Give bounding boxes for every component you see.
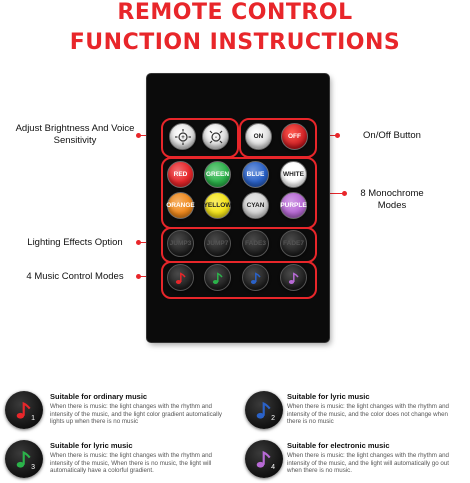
music-note-icon <box>245 440 283 478</box>
off-button[interactable]: OFF <box>281 123 308 150</box>
color-button-purple[interactable]: PURPLE <box>280 192 307 219</box>
on-button[interactable]: ON <box>245 123 272 150</box>
color-button-orange[interactable]: ORANGE <box>167 192 194 219</box>
info-description: When there is music: the light changes with the rhythm and intensity of the music, and the light color gradient automatically lights up when there is no music <box>50 403 222 425</box>
title-line-1: REMOTE CONTROL <box>117 0 353 25</box>
info-title: Suitable for lyric music <box>287 392 370 401</box>
mode-number: 4 <box>271 464 275 471</box>
info-title: Suitable for electronic music <box>287 441 390 450</box>
title-line-2: FUNCTION INSTRUCTIONS <box>69 30 401 55</box>
info-title: Suitable for ordinary music <box>50 392 148 401</box>
mode-number: 1 <box>31 415 35 422</box>
music-mode-button[interactable] <box>280 264 307 291</box>
info-description: When there is music: the light changes with the rhythm and intensity of the music, and the color does not change when there is no music <box>287 403 449 425</box>
effect-button-jump3[interactable]: JUMP3 <box>167 230 194 257</box>
brightness-label: Adjust Brightness And Voice Sensitivity <box>15 123 135 146</box>
color-button-cyan[interactable]: CYAN <box>242 192 269 219</box>
note-red-icon <box>174 271 188 285</box>
connector-dot <box>335 133 340 138</box>
music-mode-button[interactable] <box>167 264 194 291</box>
effect-button-fade3[interactable]: FADE3 <box>242 230 269 257</box>
music-note-icon <box>5 391 43 429</box>
effect-button-jump7[interactable]: JUMP7 <box>204 230 231 257</box>
music-mode-button[interactable] <box>204 264 231 291</box>
music-label: 4 Music Control Modes <box>26 271 124 282</box>
color-button-green[interactable]: GREEN <box>204 161 231 188</box>
color-button-yellow[interactable]: YELLOW <box>204 192 231 219</box>
svg-text:-: - <box>214 134 217 141</box>
remote-control <box>147 74 329 342</box>
brightness-down-icon <box>207 128 225 146</box>
mode-number: 3 <box>31 464 35 471</box>
effect-button-fade7[interactable]: FADE7 <box>280 230 307 257</box>
info-description: When there is music: the light changes with the rhythm and intensity of the music, and the light will automatically go out when there is no music. <box>287 452 449 474</box>
color-button-white[interactable]: WHITE <box>280 161 307 188</box>
brightness-down-button[interactable] <box>202 123 229 150</box>
color-button-red[interactable]: RED <box>167 161 194 188</box>
effects-label: Lighting Effects Option <box>27 237 123 248</box>
svg-text:+: + <box>180 134 185 141</box>
monochrome-label: 8 Monochrome Modes <box>360 188 424 211</box>
music-note-icon <box>5 440 43 478</box>
connector-dot <box>342 191 347 196</box>
note-blue-icon <box>249 271 263 285</box>
brightness-up-icon <box>174 128 192 146</box>
onoff-label: On/Off Button <box>363 130 421 141</box>
note-purple-icon <box>287 271 301 285</box>
mode-number: 2 <box>271 415 275 422</box>
music-mode-button[interactable] <box>242 264 269 291</box>
info-title: Suitable for lyric music <box>50 441 133 450</box>
color-button-blue[interactable]: BLUE <box>242 161 269 188</box>
brightness-up-button[interactable] <box>169 123 196 150</box>
info-description: When there is music: the light changes with the rhythm and intensity of the music, When there is no music, the light will automatically have a colorful gradient. <box>50 452 212 474</box>
music-note-icon <box>245 391 283 429</box>
note-green-icon <box>211 271 225 285</box>
